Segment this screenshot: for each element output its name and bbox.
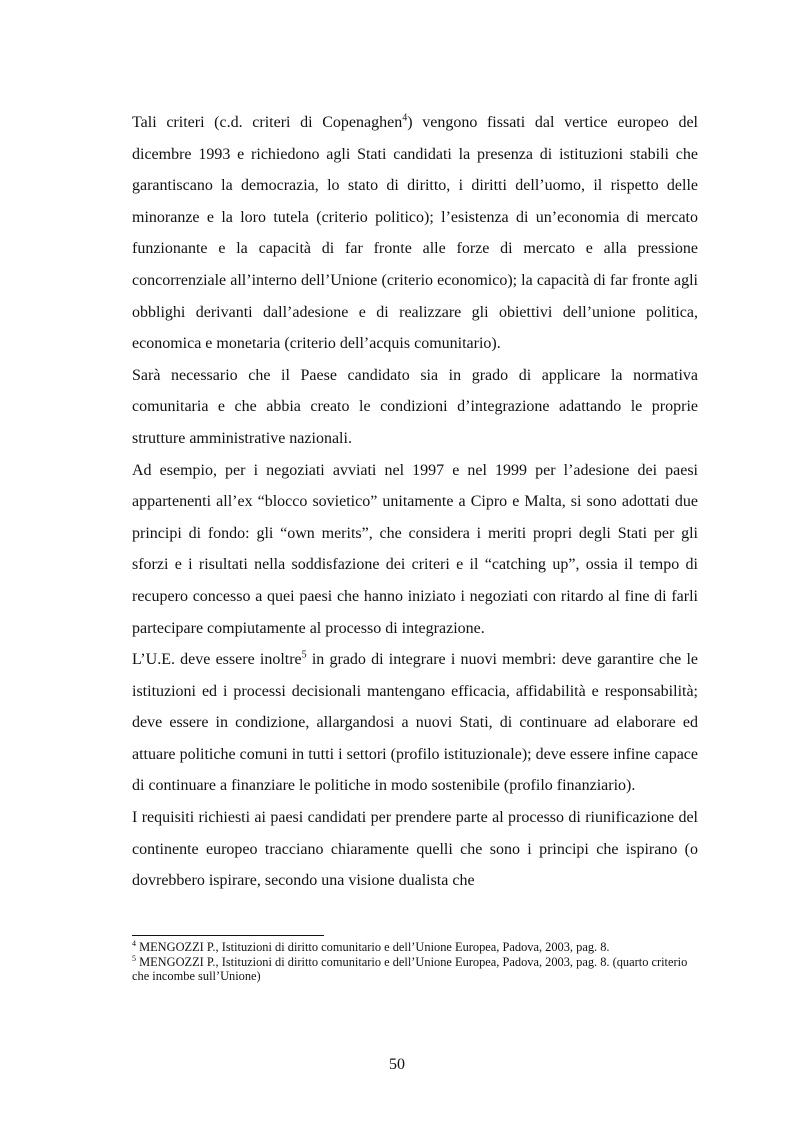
paragraph-text: Tali criteri (c.d. criteri di Copenaghen bbox=[132, 114, 403, 131]
footnote-item bbox=[132, 955, 698, 984]
page-body bbox=[132, 107, 698, 897]
paragraph-copenhagen-criteria bbox=[132, 107, 698, 360]
paragraph-negotiations: Ad esempio, per i negoziati avviati nel 1997 e nel 1999 per l’adesione dei paesi appartenenti all’ex “blocco sovietico” unitamente a Cipro e Malta, si sono adottati due principi di fondo: gli “own merits”, che considera i meriti propri degli Stati per gli sforzi e i risultati nella soddisfazione dei criteri e il “catching up”, ossia il tempo di recupero concesso a quei paesi che hanno iniziato i negoziati con ritardo al fine di farli partecipare compiutamente al processo di integrazione. bbox=[132, 461, 698, 637]
paragraph-eu-capacity bbox=[132, 644, 698, 802]
footnote-text: MENGOZZI P., Istituzioni di diritto comunitario e dell’Unione Europea, Padova, 2003, pag. 8. bbox=[136, 940, 610, 954]
footnote-reference[interactable]: 4 bbox=[402, 112, 408, 124]
paragraph-text: ) vengono fissati dal vertice europeo del dicembre 1993 e richiedono agli Stati candidati la presenza di istituzioni stabili che garantiscano la democrazia, lo stato di diritto, i diritti dell’uomo, il rispetto delle minoranze e la loro tutela (criterio politico); l’esistenza di un’economia di mercato funzionante e la capacità di far fronte alle forze di mercato e alla pressione concorrenziale all’interno dell’Unione (criterio economico); la capacità di far fronte agli obblighi derivanti dall’adesione e di realizzare gli obiettivi dell’unione politica, economica e monetaria (criterio dell’acquis comunitario). bbox=[132, 114, 699, 353]
footnote-reference[interactable]: 5 bbox=[301, 649, 307, 661]
footnote-item bbox=[132, 940, 698, 955]
paragraph-requirements: I requisiti richiesti ai paesi candidati per prendere parte al processo di riunificazione del continente europeo tracciano chiaramente quelli che sono i principi che ispirano (o dovrebbero ispirare, secondo una visione dualista che bbox=[132, 809, 698, 890]
footnote-separator bbox=[132, 935, 324, 936]
footnotes bbox=[132, 940, 698, 984]
paragraph-candidate-country: Sarà necessario che il Paese candidato sia in grado di applicare la normativa comunitaria e che abbia creato le condizioni d’integrazione adattando le proprie strutture amministrative nazionali. bbox=[132, 366, 698, 447]
paragraph-text: in grado di integrare i nuovi membri: deve garantire che le istituzioni ed i processi decisionali mantengano efficacia, affidabilità e responsabilità; deve essere in condizione, allargandosi a nuovi Stati, di continuare ad elaborare ed attuare politiche comuni in tutti i settori (profilo istituzionale); deve essere infine capace di continuare a finanziare le politiche in modo sostenibile (profilo finanziario). bbox=[132, 651, 699, 795]
footnote-number: 4 bbox=[132, 938, 136, 948]
paragraph-text: L’U.E. deve essere inoltre bbox=[132, 651, 302, 669]
footnote-number: 5 bbox=[132, 953, 136, 963]
page-number: 50 bbox=[389, 1056, 405, 1073]
footnote-text: MENGOZZI P., Istituzioni di diritto comunitario e dell’Unione Europea, Padova, 2003, pag. 8. (quarto criterio che incombe sull’Unione) bbox=[132, 954, 688, 984]
